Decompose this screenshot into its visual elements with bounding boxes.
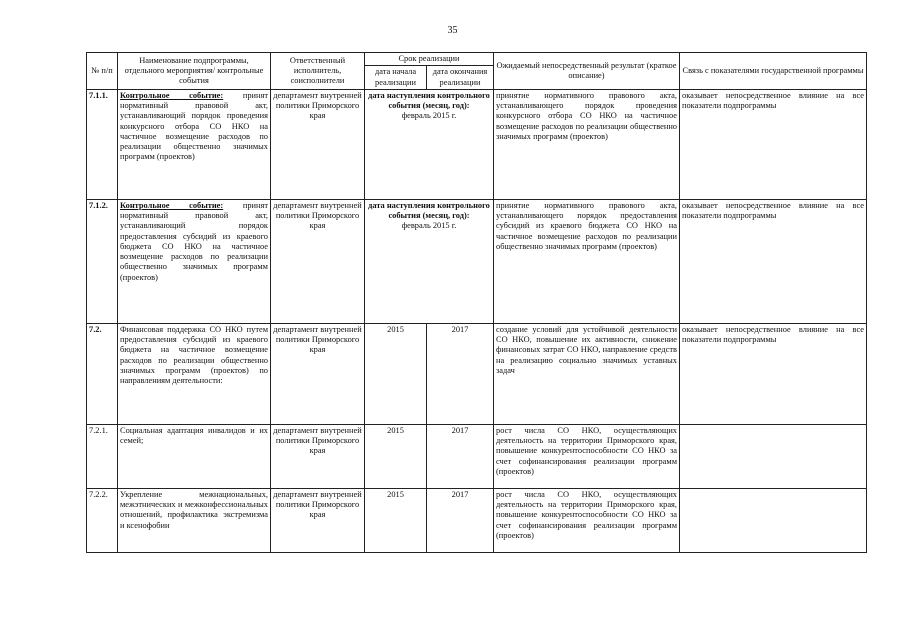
table-row <box>87 323 867 424</box>
deadline-label: дата наступления контрольного события (месяц, год): <box>368 90 490 110</box>
row-link <box>680 488 867 552</box>
row-end: 2017 <box>427 424 494 488</box>
row-result: создание условий для устойчивой деятельности СО НКО, повышение их активности, снижение финансовых затрат СО НКО, направление средств на реализацию социально значимых уставных задач <box>494 323 680 424</box>
row-responsible: департамент внутренней политики Приморского края <box>271 488 365 552</box>
control-event-text: принят нормативный правовой акт, устанавливающий порядок предоставления субсидий из краевого бюджета СО НКО на частичное возмещение расходов по реализации общественно значимых программ (проектов) <box>120 200 268 282</box>
row-start: 2015 <box>365 488 427 552</box>
table-row <box>87 424 867 488</box>
row-result: рост числа СО НКО, осуществляющих деятельность на территории Приморского края, повышение конкурентоспособности СО НКО за счет софинансирования реализации программ (проектов) <box>494 424 680 488</box>
row-responsible: департамент внутренней политики Приморского края <box>271 424 365 488</box>
deadline-label: дата наступления контрольного события (месяц, год): <box>368 200 490 220</box>
row-link: оказывает непосредственное влияние на все показатели подпрограммы <box>680 89 867 199</box>
row-link <box>680 424 867 488</box>
row-number: 7.2. <box>87 323 118 424</box>
row-name: Укрепление межнациональных, межэтнических и межконфессиональных отношений, профилактика экстремизма и ксенофобии <box>118 488 271 552</box>
header-num: № п/п <box>87 53 118 90</box>
row-number: 7.1.2. <box>87 199 118 323</box>
row-link: оказывает непосредственное влияние на все показатели подпрограммы <box>680 199 867 323</box>
row-end: 2017 <box>427 323 494 424</box>
row-responsible: департамент внутренней политики Приморского края <box>271 323 365 424</box>
row-name: Финансовая поддержка СО НКО путем предоставления субсидий из краевого бюджета на частичное возмещение расходов по реализации общественно значимых программ (проектов) по направлениям деятельности: <box>118 323 271 424</box>
header-end: дата окончания реализации <box>427 66 494 90</box>
row-responsible: департамент внутренней политики Приморского края <box>271 199 365 323</box>
table-row <box>87 488 867 552</box>
row-name <box>118 199 271 323</box>
deadline-value: февраль 2015 г. <box>401 111 457 121</box>
row-start: 2015 <box>365 424 427 488</box>
program-table <box>86 52 867 553</box>
header-link: Связь с показателями государственной программы <box>680 53 867 90</box>
control-event-label: Контрольное событие: <box>120 200 224 210</box>
row-number: 7.1.1. <box>87 89 118 199</box>
row-start: 2015 <box>365 323 427 424</box>
row-result: принятие нормативного правового акта, устанавливающего порядок проведения конкурсного отбора СО НКО на частичное возмещение расходов по реализации общественно значимых программ (проектов) <box>494 89 680 199</box>
row-result: рост числа СО НКО, осуществляющих деятельность на территории Приморского края, повышение конкурентоспособности СО НКО за счет софинансирования реализации программ (проектов) <box>494 488 680 552</box>
page-number: 35 <box>447 25 458 36</box>
row-responsible: департамент внутренней политики Приморского края <box>271 89 365 199</box>
header-responsible: Ответственный исполнитель, соисполнители <box>271 53 365 90</box>
row-result: принятие нормативного правового акта, устанавливающего порядок предоставления субсидий из краевого бюджета СО НКО на частичное возмещение расходов по реализации общественно значимых программ (проектов) <box>494 199 680 323</box>
header-name: Наименование подпрограммы, отдельного мероприятия/ контрольные события <box>118 53 271 90</box>
row-deadline <box>365 89 494 199</box>
table-row <box>87 199 867 323</box>
table-header-row <box>87 53 867 66</box>
row-number: 7.2.1. <box>87 424 118 488</box>
table-row <box>87 89 867 199</box>
control-event-text: принят нормативный правовой акт, устанавливающий порядок проведения конкурсного отбора СО НКО на частичное возмещение расходов по реализации общественно значимых программ (проектов) <box>120 90 268 162</box>
row-link: оказывает непосредственное влияние на все показатели подпрограммы <box>680 323 867 424</box>
row-deadline <box>365 199 494 323</box>
deadline-value: февраль 2015 г. <box>401 221 457 231</box>
row-name: Социальная адаптация инвалидов и их семей; <box>118 424 271 488</box>
header-result: Ожидаемый непосредственный результат (краткое описание) <box>494 53 680 90</box>
control-event-label: Контрольное событие: <box>120 90 224 100</box>
row-name <box>118 89 271 199</box>
header-start: дата начала реализации <box>365 66 427 90</box>
header-period: Срок реализации <box>365 53 494 66</box>
row-number: 7.2.2. <box>87 488 118 552</box>
row-end: 2017 <box>427 488 494 552</box>
